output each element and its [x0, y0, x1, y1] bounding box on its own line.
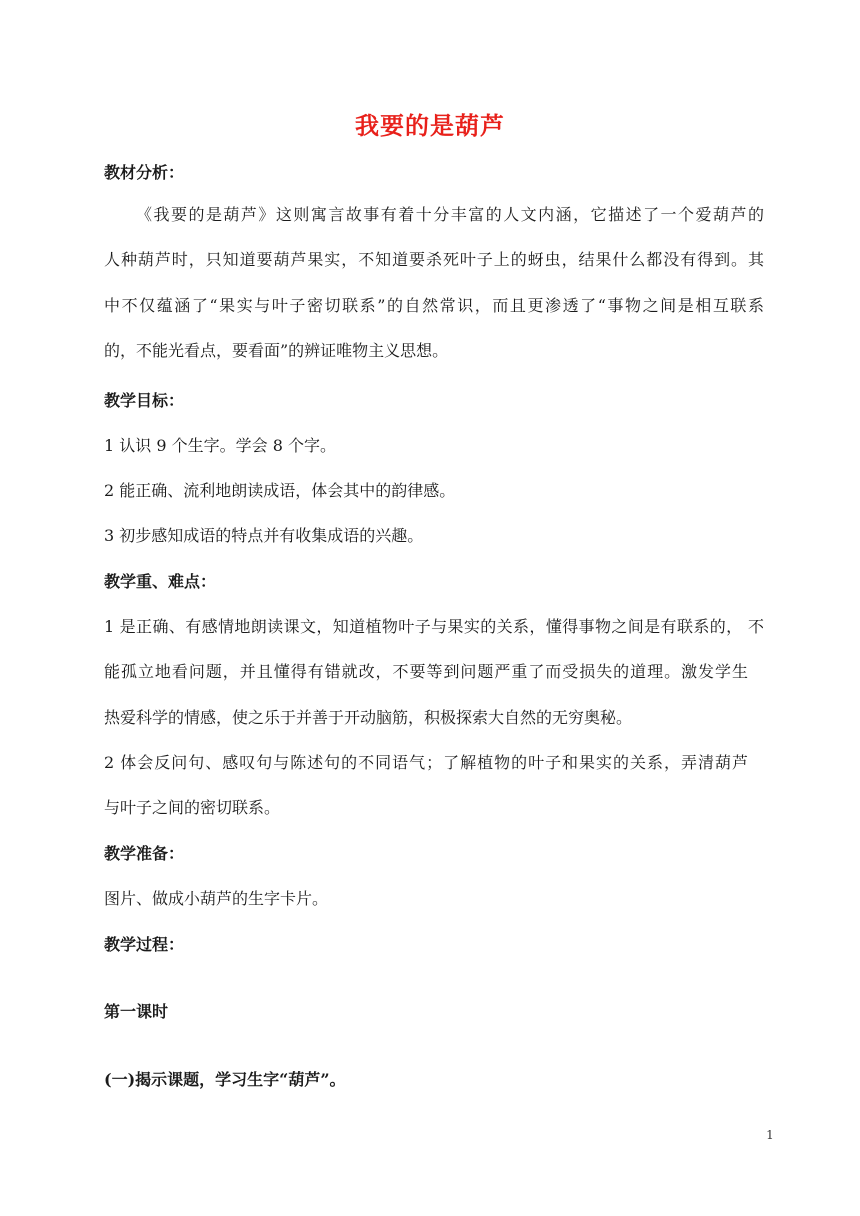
heading-key-points: 教学重、难点： — [104, 572, 217, 591]
goal-item: 1 认识 9 个生字。学会 8 个字。 — [104, 436, 336, 455]
document-title: 我要的是葫芦 — [355, 111, 505, 140]
lesson-label: 第一课时 — [104, 1002, 169, 1021]
page-number: 1 — [766, 1128, 774, 1142]
key-point-line: 1 是正确、有感情地朗读课文，知道植物叶子与果实的关系，懂得事物之间是有联系的， 不 — [104, 617, 764, 636]
key-point-line: 能孤立地看问题，并且懂得有错就改，不要等到问题严重了而受损失的道理。激发学生 — [104, 662, 748, 681]
heading-preparation: 教学准备： — [104, 844, 185, 863]
key-point-line: 2 体会反问句、感叹句与陈述句的不同语气；了解植物的叶子和果实的关系，弄清葫芦 — [104, 753, 748, 772]
heading-process: 教学过程： — [104, 935, 185, 954]
goal-item: 2 能正确、流利地朗读成语，体会其中的韵律感。 — [104, 481, 456, 500]
analysis-line: 《我要的是葫芦》这则寓言故事有着十分丰富的人文内涵，它描述了一个爱葫芦的 — [136, 205, 764, 224]
analysis-line: 人种葫芦时，只知道要葫芦果实，不知道要杀死叶子上的蚜虫，结果什么都没有得到。其 — [104, 250, 764, 269]
goal-item: 3 初步感知成语的特点并有收集成语的兴趣。 — [104, 526, 424, 545]
analysis-line: 中不仅蕴涵了“果实与叶子密切联系”的自然常识，而且更渗透了“事物之间是相互联系 — [104, 296, 764, 315]
key-point-line: 与叶子之间的密切联系。 — [104, 798, 281, 817]
key-point-line: 热爱科学的情感，使之乐于并善于开动脑筋，积极探索大自然的无穷奥秘。 — [104, 708, 633, 727]
analysis-line: 的，不能光看点，要看面”的辨证唯物主义思想。 — [104, 341, 449, 360]
heading-goals: 教学目标： — [104, 391, 185, 410]
heading-analysis: 教材分析： — [104, 163, 185, 182]
process-step: (一)揭示课题，学习生字“葫芦”。 — [104, 1070, 346, 1089]
preparation-text: 图片、做成小葫芦的生字卡片。 — [104, 889, 329, 908]
